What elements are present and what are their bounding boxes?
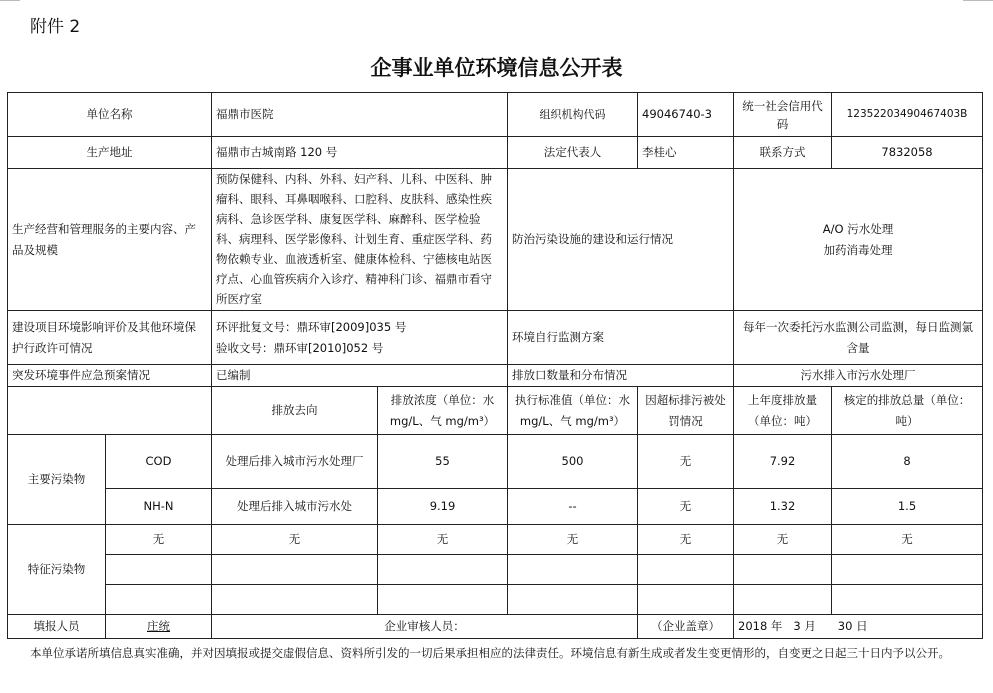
monitor-value: 每年一次委托污水监测公司监测，每日监测氯含量 (734, 311, 983, 365)
special-standard (508, 585, 638, 615)
pollutant-concentration: 55 (378, 435, 508, 489)
pollutant-name: COD (106, 435, 212, 489)
pollutant-penalty: 无 (638, 489, 734, 525)
header-direction: 排放去向 (212, 387, 378, 435)
header-last-year: 上年度排放量（单位：吨） (734, 387, 832, 435)
special-concentration: 无 (378, 525, 508, 555)
main-pollutants-label: 主要污染物 (8, 435, 106, 525)
eia-value (212, 311, 508, 365)
pollutant-standard: -- (508, 489, 638, 525)
contact-label: 联系方式 (734, 137, 832, 169)
special-name: 无 (106, 525, 212, 555)
header-penalty: 因超标排污被处罚情况 (638, 387, 734, 435)
address-value: 福鼎市古城南路 120 号 (212, 137, 508, 169)
row-signature (8, 615, 983, 639)
eia-acceptance-number: 验收文号：鼎环审[2010]052 号 (216, 340, 384, 355)
legal-rep-label: 法定代表人 (508, 137, 638, 169)
special-name (106, 585, 212, 615)
outlet-label: 排放口数量和分布情况 (508, 365, 734, 387)
special-name (106, 555, 212, 585)
pollutant-approved: 8 (832, 435, 983, 489)
org-code-label: 组织机构代码 (508, 93, 638, 137)
contact-value: 7832058 (832, 137, 983, 169)
pollutant-name: NH-N (106, 489, 212, 525)
header-concentration: 排放浓度（单位：水 mg/L、气 mg/m³） (378, 387, 508, 435)
credit-code-value: 12352203490467403B (832, 93, 983, 137)
scope-value: 预防保健科、内科、外科、妇产科、儿科、中医科、肿瘤科、眼科、耳鼻咽喉科、口腔科、皮肤科、感染性疾病科、急诊医学科、康复医学科、麻醉科、医学检验科、病理科、医学影像科、计划生育、重症医学科、药物依赖专业、血液透析室、健康体检科、宁德核电站医疗点、心血管疾病介入诊疗、精神科门诊、福鼎市看守所医疗室 (212, 169, 508, 311)
table-row (8, 585, 983, 615)
reviewer-label: 企业审核人员： (212, 615, 638, 639)
special-last-year (734, 585, 832, 615)
page-title: 企事业单位环境信息公开表 (370, 55, 623, 80)
row-emergency (8, 365, 983, 387)
special-penalty: 无 (638, 525, 734, 555)
special-standard (508, 555, 638, 585)
special-penalty (638, 555, 734, 585)
facility-label: 防治污染设施的建设和运行情况 (508, 169, 734, 311)
special-pollutants-label: 特征污染物 (8, 525, 106, 615)
unit-name-label: 单位名称 (8, 93, 212, 137)
row-address (8, 137, 983, 169)
row-scope (8, 169, 983, 311)
pollutant-last-year: 7.92 (734, 435, 832, 489)
table-row (8, 435, 983, 489)
legal-rep-value: 李桂心 (638, 137, 734, 169)
pollutant-concentration: 9.19 (378, 489, 508, 525)
pollutant-penalty: 无 (638, 435, 734, 489)
pollutant-header-row (8, 387, 983, 435)
special-concentration (378, 585, 508, 615)
eia-label: 建设项目环境影响评价及其他环境保护行政许可情况 (8, 311, 212, 365)
special-concentration (378, 555, 508, 585)
pollutant-standard: 500 (508, 435, 638, 489)
table-row (8, 489, 983, 525)
special-approved: 无 (832, 525, 983, 555)
filler-value: 庄统 (106, 615, 212, 639)
corner-mark-right (963, 0, 993, 1)
pollutant-direction: 处理后排入城市污水处理厂 (212, 435, 378, 489)
facility-value (734, 169, 983, 311)
unit-name-value: 福鼎市医院 (212, 93, 508, 137)
emergency-label: 突发环境事件应急预案情况 (8, 365, 212, 387)
monitor-label: 环境自行监测方案 (508, 311, 734, 365)
special-approved (832, 555, 983, 585)
table-row (8, 555, 983, 585)
special-last-year: 无 (734, 525, 832, 555)
credit-code-label: 统一社会信用代码 (734, 93, 832, 137)
facility-line-1: A/O 污水处理 (822, 221, 894, 236)
special-approved (832, 585, 983, 615)
special-penalty (638, 585, 734, 615)
sign-date: 2018 年 3 月 30 日 (734, 615, 983, 639)
org-code-value: 49046740-3 (638, 93, 734, 137)
environment-info-table (7, 92, 983, 639)
facility-line-2: 加药消毒处理 (823, 242, 893, 257)
emergency-value: 已编制 (212, 365, 508, 387)
special-standard: 无 (508, 525, 638, 555)
header-blank (8, 387, 212, 435)
corner-mark-left (0, 0, 20, 1)
scope-label: 生产经营和管理服务的主要内容、产品及规模 (8, 169, 212, 311)
header-approved: 核定的排放总量（单位：吨） (832, 387, 983, 435)
pollutant-direction: 处理后排入城市污水处 (212, 489, 378, 525)
footer-statement: 本单位承诺所填信息真实准确，并对因填报或提交虚假信息、资料所引发的一切后果承担相应的法律责任。环境信息有新生成或者发生变更情形的，自变更之日起三十日内予以公开。 (30, 646, 950, 660)
eia-approval-number: 环评批复文号：鼎环审[2009]035 号 (216, 319, 407, 334)
row-eia (8, 311, 983, 365)
pollutant-approved: 1.5 (832, 489, 983, 525)
outlet-value: 污水排入市污水处理厂 (734, 365, 983, 387)
seal-label: （企业盖章） (638, 615, 734, 639)
attachment-label: 附件 2 (30, 17, 81, 37)
table-row (8, 525, 983, 555)
pollutant-last-year: 1.32 (734, 489, 832, 525)
row-unit (8, 93, 983, 137)
special-direction (212, 585, 378, 615)
special-last-year (734, 555, 832, 585)
special-direction: 无 (212, 525, 378, 555)
address-label: 生产地址 (8, 137, 212, 169)
header-standard: 执行标准值（单位：水 mg/L、气 mg/m³） (508, 387, 638, 435)
filler-label: 填报人员 (8, 615, 106, 639)
special-direction (212, 555, 378, 585)
